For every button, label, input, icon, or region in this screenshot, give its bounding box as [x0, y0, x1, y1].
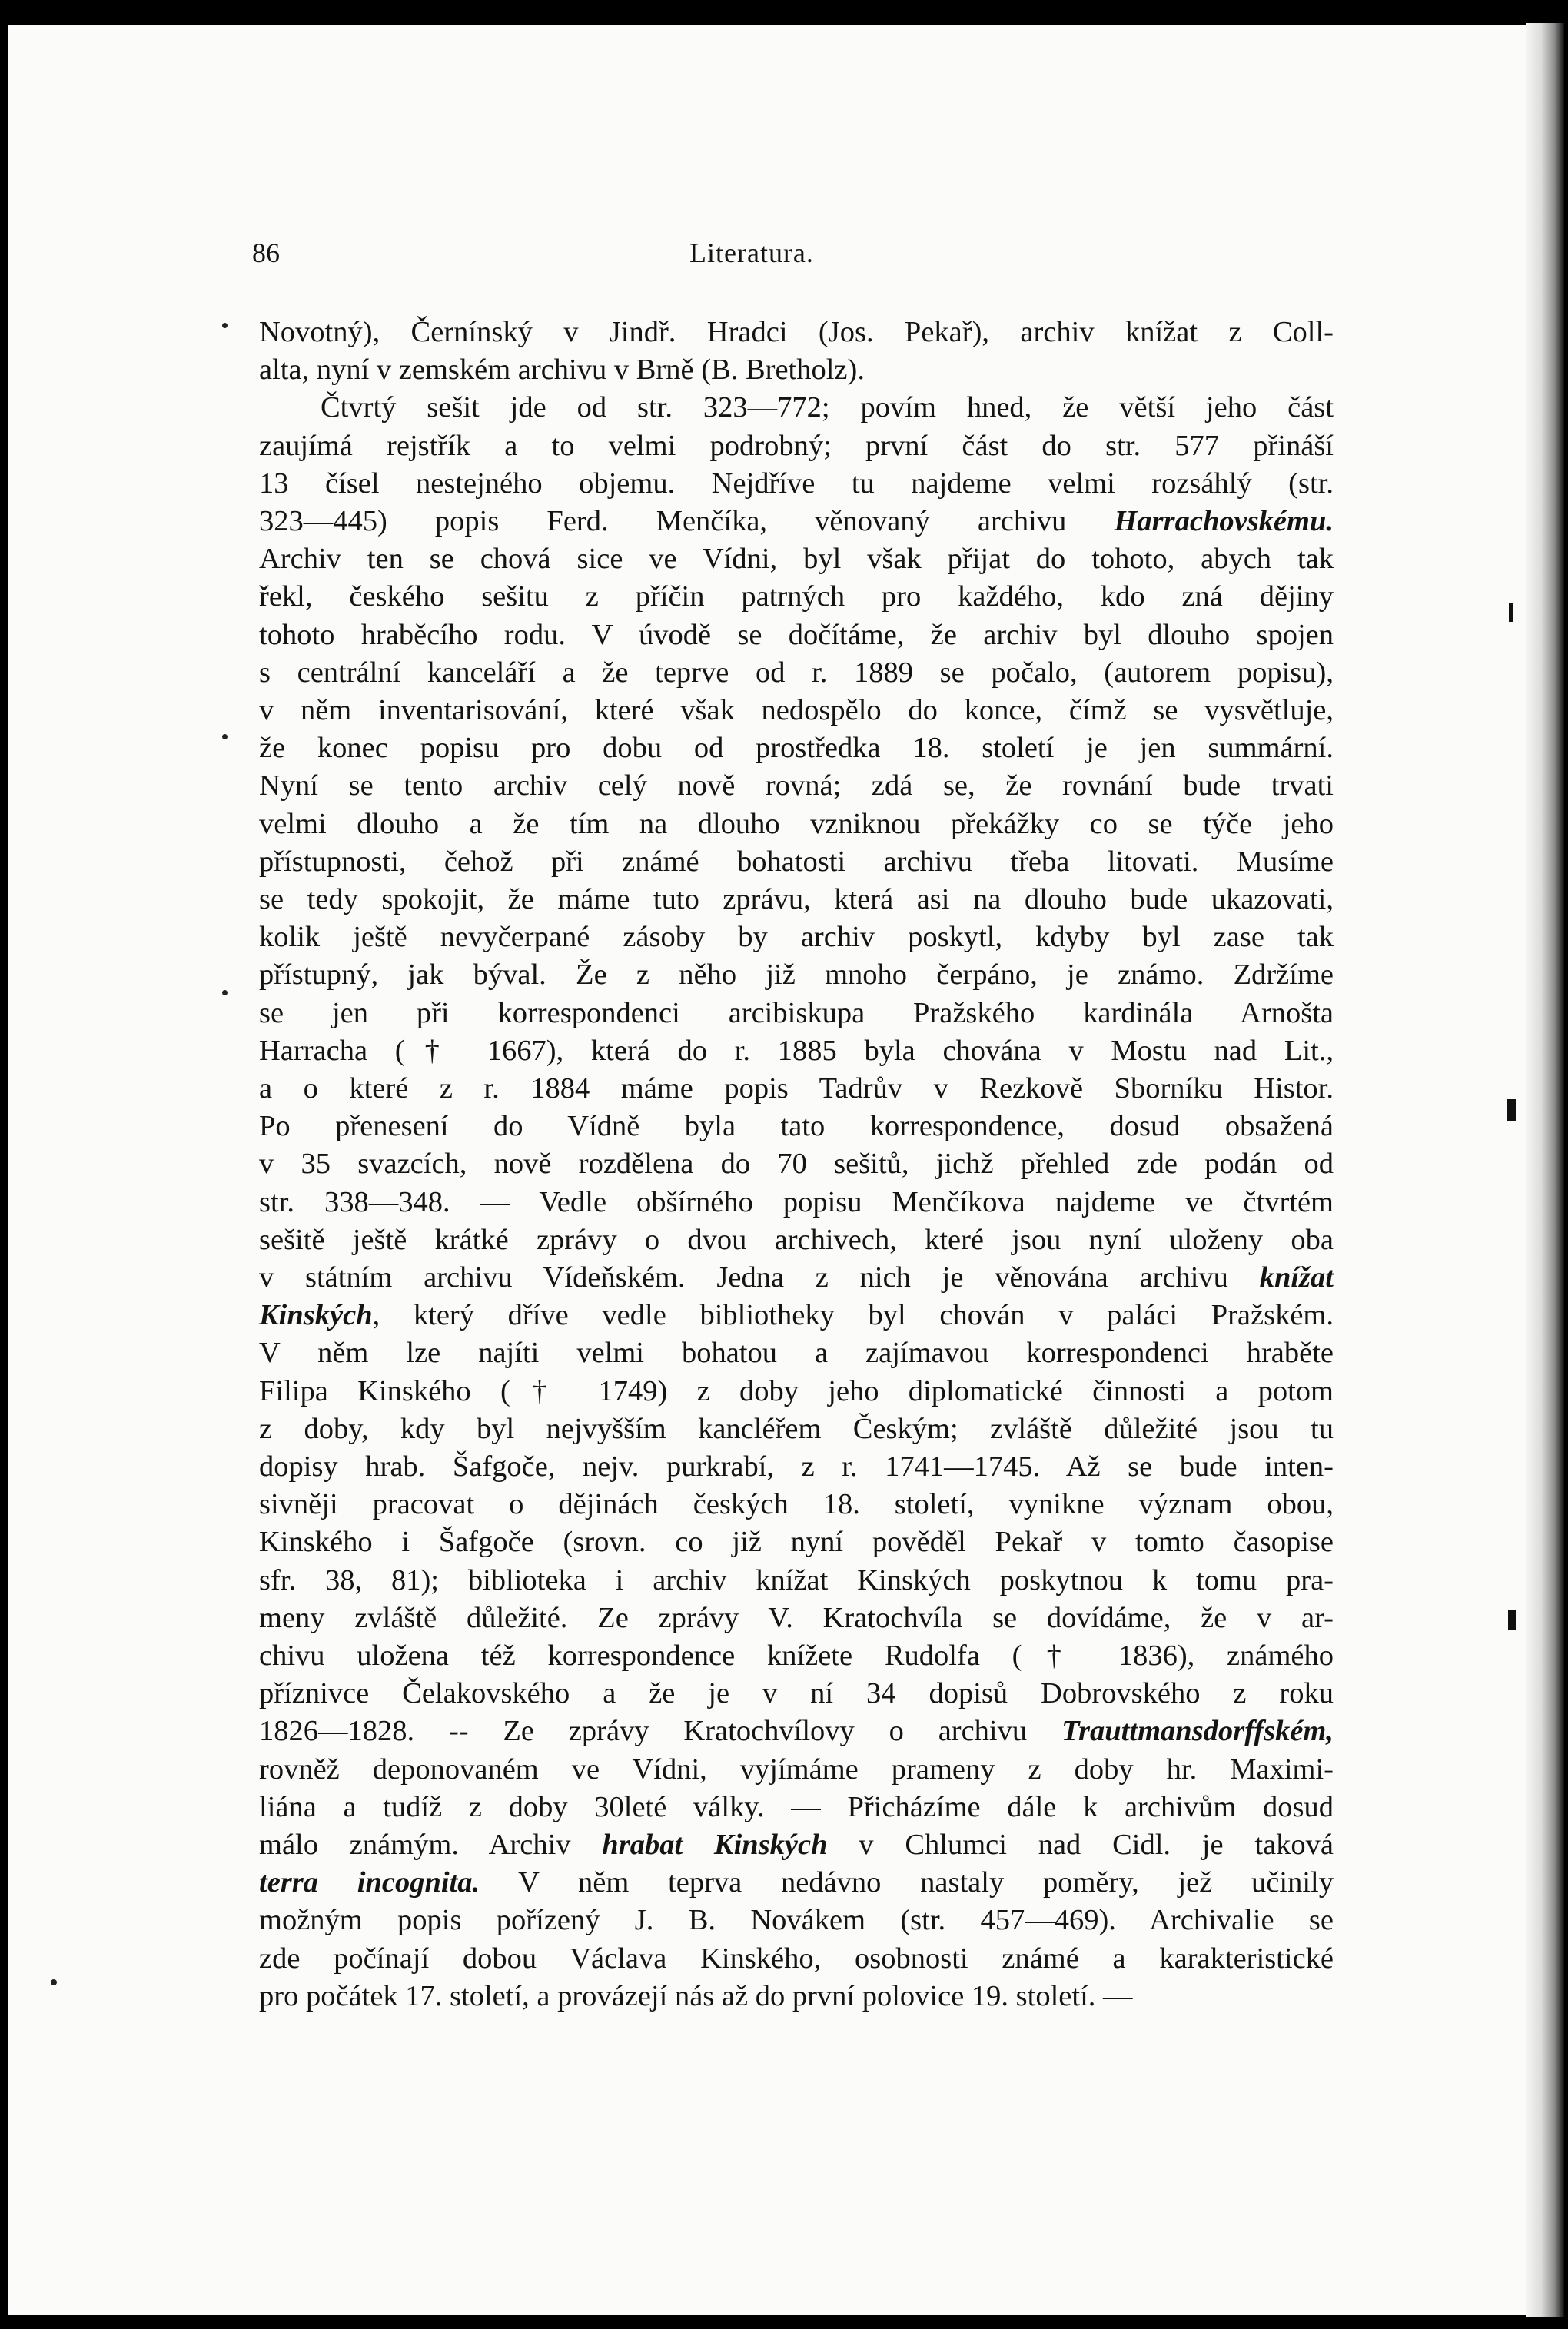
text-line — [259, 805, 1334, 843]
text-line — [259, 1447, 1334, 1486]
emphasized-text: knížat — [1259, 1261, 1334, 1294]
text-run: , který dříve vedle bibliotheky byl chován v paláci Pražském. — [372, 1299, 1334, 1332]
text-line — [259, 1258, 1334, 1297]
text-line — [259, 766, 1334, 805]
text-line — [259, 1485, 1334, 1523]
text-run: v něm inventarisování, které však nedospělo do konce, čímž se vysvětluje, — [259, 694, 1334, 726]
text-run: v státním archivu Vídeňském. Jedna z nich je věnována archivu — [259, 1261, 1260, 1294]
text-line — [259, 994, 1334, 1032]
text-run: s centrální kanceláří a že teprve od r. 1889 se počalo, (autorem popisu), — [259, 656, 1334, 689]
text-run: Nyní se tento archiv celý nově rovná; zdá se, že rovnání bude trvati — [259, 769, 1334, 802]
text-run: z doby, kdy byl nejvyšším kancléřem Českým; zvláště důležité jsou tu — [259, 1412, 1334, 1445]
text-run: 323—445) popis Ferd. Menčíka, věnovaný archivu — [259, 505, 1115, 537]
text-run: zde počínají dobou Václava Kinského, osobnosti známé a karakteristické — [259, 1942, 1334, 1975]
text-run: v 35 svazcích, nově rozdělena do 70 sešitů, jichž přehled zde podán od — [259, 1148, 1334, 1181]
margin-dot — [222, 734, 228, 739]
text-run: zaujímá rejstřík a to velmi podrobný; první část do str. 577 přináší — [259, 429, 1334, 462]
text-run: Po přenesení do Vídně byla tato korrespondence, dosud obsažená — [259, 1110, 1334, 1143]
text-line — [259, 1977, 1334, 2015]
text-line — [259, 1410, 1334, 1448]
text-line — [259, 1901, 1334, 1939]
emphasized-text: Harrachovskému. — [1114, 505, 1334, 537]
text-line — [259, 1145, 1334, 1183]
text-run: Filipa Kinského († 1749) z doby jeho diplomatické činnosti a potom — [259, 1374, 1334, 1407]
text-run: přístupný, jak býval. Že z něho již mnoho čerpáno, je známo. Zdržíme — [259, 959, 1334, 992]
text-line — [259, 1750, 1334, 1789]
text-line — [259, 1523, 1334, 1561]
emphasized-text: hrabat Kinských — [602, 1829, 828, 1861]
text-line — [259, 464, 1334, 503]
text-run: 1826—1828. -- Ze zprávy Kratochvílovy o archivu — [259, 1715, 1061, 1748]
text-run: Novotný), Černínský v Jindř. Hradci (Jos. Pekař), archiv knížat z Coll- — [259, 316, 1334, 348]
text-line — [259, 1788, 1334, 1826]
text-line — [259, 1069, 1334, 1108]
emphasized-text: terra incognita. — [259, 1866, 480, 1899]
page-number: 86 — [252, 238, 280, 268]
text-line — [259, 1599, 1334, 1637]
text-run: meny zvláště důležité. Ze zprávy V. Kratochvíla se dovídáme, že v ar- — [259, 1601, 1334, 1634]
text-run: možným popis pořízený J. B. Novákem (str. 457—469). Archivalie se — [259, 1904, 1334, 1937]
text-line — [259, 955, 1334, 994]
text-run: V něm teprva nedávno nastaly poměry, jež učinily — [480, 1866, 1334, 1899]
text-run: málo známým. Archiv — [259, 1829, 603, 1861]
text-run: příznivce Čelakovského a že je v ní 34 dopisů Dobrovského z roku — [259, 1677, 1334, 1710]
text-run: sfr. 38, 81); biblioteka i archiv knížat Kinských poskytnou k tomu pra- — [259, 1563, 1334, 1596]
text-run: pro počátek 17. století, a provázejí nás až do první polovice 19. století. — — [259, 1979, 1133, 2012]
text-run: se tedy spokojit, že máme tuto zprávu, která asi na dlouho bude ukazovati, — [259, 883, 1334, 915]
text-line — [259, 691, 1334, 729]
text-line — [259, 1939, 1334, 1978]
text-line — [259, 1674, 1334, 1713]
text-line — [259, 1561, 1334, 1600]
text-run: kolik ještě nevyčerpané zásoby by archiv poskytl, kdyby byl zase tak — [259, 921, 1334, 954]
text-run: alta, nyní v zemském archivu v Brně (B. Bretholz). — [259, 354, 865, 387]
running-header: Literatura. — [689, 238, 814, 268]
text-run: a o které z r. 1884 máme popis Tadrův v Rezkově Sborníku Histor. — [259, 1072, 1334, 1105]
text-run: sivněji pracovat o dějinách českých 18. století, vynikne význam obou, — [259, 1488, 1334, 1521]
text-run: 13 čísel nestejného objemu. Nejdříve tu najdeme velmi rozsáhlý (str. — [259, 467, 1334, 500]
text-line — [259, 1221, 1334, 1259]
text-run: Čtvrtý sešit jde od str. 323—772; povím hned, že větší jeho část — [321, 391, 1334, 424]
text-line — [259, 1372, 1334, 1410]
text-run: se jen při korrespondenci arcibiskupa Pražského kardinála Arnošta — [259, 996, 1334, 1029]
text-run: str. 338—348. — Vedle obšírného popisu Menčíkova najdeme ve čtvrtém — [259, 1185, 1334, 1218]
edge-ink-smudge — [1507, 1099, 1516, 1121]
text-line — [259, 653, 1334, 692]
text-line — [259, 1296, 1334, 1334]
text-line — [259, 616, 1334, 654]
text-line — [259, 427, 1334, 465]
text-run: Harracha († 1667), která do r. 1885 byla chována v Mostu nad Lit., — [259, 1034, 1334, 1067]
edge-ink-smudge — [1509, 603, 1513, 622]
emphasized-text: Trauttmansdorffském, — [1061, 1715, 1334, 1748]
text-run: přístupnosti, čehož při známé bohatosti archivu třeba litovati. Musíme — [259, 845, 1334, 878]
edge-ink-smudge — [1508, 1610, 1516, 1630]
page-edge-shadow — [1526, 23, 1564, 2317]
text-line — [259, 1032, 1334, 1070]
margin-dot — [222, 990, 228, 995]
text-run: Archiv ten se chová sice ve Vídni, byl však přijat do tohoto, abych tak — [259, 543, 1334, 576]
text-run: chivu uložena též korrespondence knížete Rudolfa († 1836), známého — [259, 1640, 1334, 1672]
text-line — [259, 1334, 1334, 1372]
text-line — [259, 313, 1334, 351]
text-line — [259, 502, 1334, 540]
text-line — [259, 1826, 1334, 1864]
text-run: v Chlumci nad Cidl. je taková — [827, 1829, 1334, 1861]
margin-dot — [222, 323, 228, 328]
text-line — [259, 1712, 1334, 1750]
text-line — [259, 1863, 1334, 1902]
text-line — [259, 729, 1334, 767]
text-run: V něm lze najíti velmi bohatou a zajímavou korrespondenci hraběte — [259, 1337, 1334, 1370]
text-run: sešitě ještě krátké zprávy o dvou archivech, které jsou nyní uloženy oba — [259, 1223, 1334, 1256]
text-line — [259, 918, 1334, 956]
text-line — [321, 388, 1334, 427]
text-run: liána a tudíž z doby 30leté války. — Přicházíme dále k archivům dosud — [259, 1790, 1334, 1823]
text-line — [259, 351, 1334, 389]
text-line — [259, 842, 1334, 881]
emphasized-text: Kinských — [259, 1299, 373, 1332]
text-run: že konec popisu pro dobu od prostředka 18. století je jen summární. — [259, 732, 1334, 765]
text-run: Kinského i Šafgoče (srovn. co již nyní pověděl Pekař v tomto časopise — [259, 1526, 1334, 1559]
text-run: dopisy hrab. Šafgoče, nejv. purkrabí, z r. 1741—1745. Až se bude inten- — [259, 1450, 1334, 1483]
text-line — [259, 1636, 1334, 1675]
margin-dot — [51, 1979, 57, 1985]
text-run: velmi dlouho a že tím na dlouho vzniknou překážky co se týče jeho — [259, 807, 1334, 840]
text-run: tohoto hraběcího rodu. V úvodě se dočítáme, že archiv byl dlouho spojen — [259, 618, 1334, 651]
text-line — [259, 540, 1334, 578]
text-line — [259, 1107, 1334, 1145]
text-run: řekl, českého sešitu z příčin patrných pro každého, kdo zná dějiny — [259, 580, 1334, 613]
text-line — [259, 577, 1334, 616]
text-run: rovněž deponovaném ve Vídni, vyjímáme prameny z doby hr. Maximi- — [259, 1753, 1334, 1786]
text-line — [259, 1183, 1334, 1221]
text-line — [259, 880, 1334, 919]
